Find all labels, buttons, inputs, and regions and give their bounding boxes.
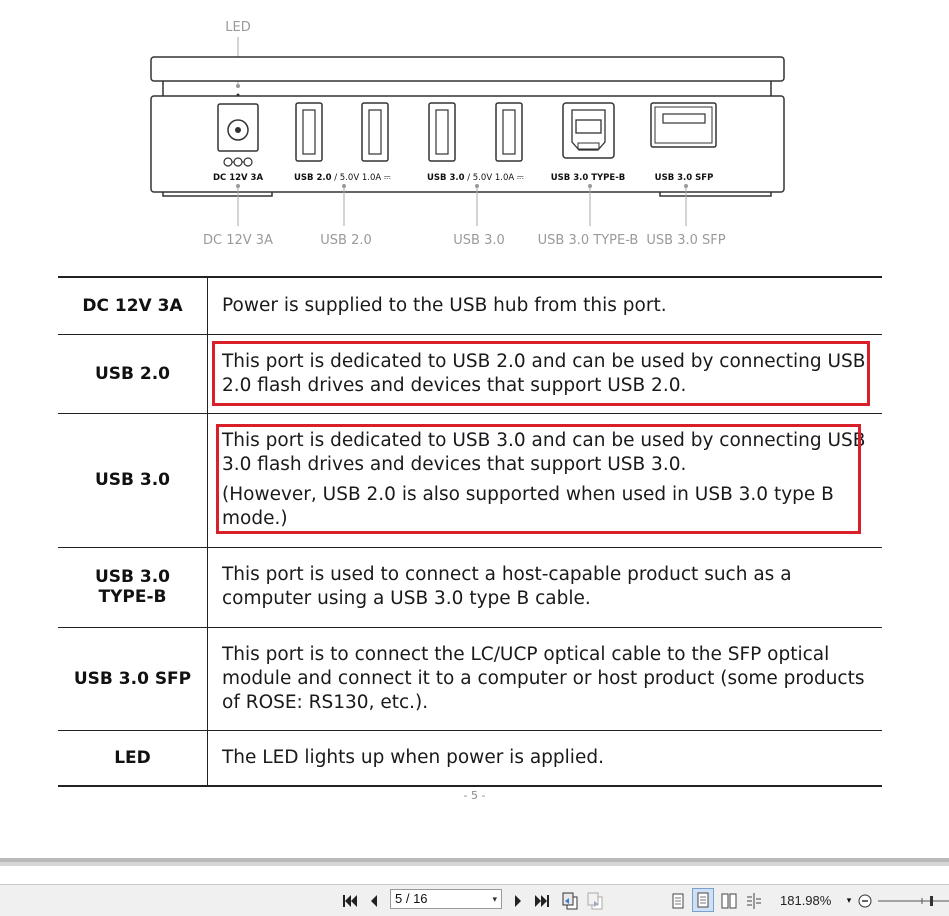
zoom-slider[interactable]	[878, 885, 949, 916]
port-name: USB 3.0	[58, 413, 208, 547]
continuous-facing-icon[interactable]	[744, 885, 764, 916]
zoom-level[interactable]: 181.98%	[780, 893, 832, 908]
next-page-icon[interactable]	[508, 885, 528, 916]
table-row	[58, 547, 882, 627]
callout-usb3: USB 3.0	[453, 233, 505, 248]
table-row	[58, 627, 882, 730]
page-number: - 5 -	[463, 789, 486, 802]
usb-typeb-port	[563, 103, 614, 158]
callout-usb2: USB 2.0	[320, 233, 372, 248]
port-name: USB 3.0 SFP	[58, 627, 208, 730]
port-description: This port is used to connect a host-capable product such as a computer using a USB 3.0 type B cable.	[222, 564, 792, 609]
port-label-dc: DC 12V 3A	[212, 173, 264, 183]
port-label-usb2: USB 2.0 / 5.0V 1.0A ⎓	[294, 173, 391, 183]
page-number-field[interactable]	[390, 889, 502, 909]
sfp-port	[651, 103, 716, 147]
port-name: LED	[58, 730, 208, 786]
table-row	[58, 730, 882, 786]
single-page-icon[interactable]	[668, 885, 688, 916]
page-number-value: 5 / 16	[395, 891, 428, 906]
device-diagram	[0, 0, 949, 260]
callout-dc: DC 12V 3A	[203, 233, 273, 248]
port-name: DC 12V 3A	[58, 277, 208, 334]
last-page-icon[interactable]	[532, 885, 552, 916]
port-description: This port is dedicated to USB 3.0 and can be used by connecting USB 3.0 flash drives and devices that support USB 3.0. (However, USB 2.0 is also supported when used in USB 3.0 type B mode.)	[222, 430, 866, 529]
continuous-icon[interactable]	[692, 888, 714, 912]
callout-typeb: USB 3.0 TYPE-B	[537, 233, 639, 248]
chevron-down-icon[interactable]: ▾	[492, 894, 497, 904]
facing-icon[interactable]	[719, 885, 739, 916]
table-row	[58, 277, 882, 334]
navigation-toolbar	[0, 884, 949, 916]
callout-led: LED	[225, 20, 251, 35]
port-label-sfp: USB 3.0 SFP	[654, 173, 714, 183]
callout-sfp: USB 3.0 SFP	[646, 233, 726, 248]
zoom-dropdown-icon[interactable]: ▾	[846, 895, 852, 905]
port-description: This port is to connect the LC/UCP optical cable to the SFP optical module and connect it to a computer or host product (some products of ROSE: RS130, etc.).	[222, 643, 865, 713]
first-page-icon[interactable]	[340, 885, 360, 916]
zoom-out-icon[interactable]	[856, 885, 874, 916]
previous-view-icon[interactable]	[560, 885, 580, 916]
device-top	[151, 57, 784, 81]
port-description: This port is dedicated to USB 2.0 and can be used by connecting USB 2.0 flash drives and devices that support USB 2.0.	[222, 350, 866, 396]
prev-page-icon[interactable]	[364, 885, 384, 916]
port-description: Power is supplied to the USB hub from this port.	[222, 294, 667, 316]
port-label-usb3: USB 3.0 / 5.0V 1.0A ⎓	[427, 173, 524, 183]
port-description: The LED lights up when power is applied.	[222, 746, 604, 768]
highlight-box-usb2	[212, 341, 870, 406]
highlight-box-usb3	[216, 424, 861, 534]
port-name: USB 3.0 TYPE-B	[58, 547, 208, 627]
port-name: USB 2.0	[58, 334, 208, 413]
next-view-icon[interactable]	[585, 885, 605, 916]
port-label-typeb: USB 3.0 TYPE-B	[550, 173, 626, 183]
page-separator-shadow	[0, 862, 949, 866]
